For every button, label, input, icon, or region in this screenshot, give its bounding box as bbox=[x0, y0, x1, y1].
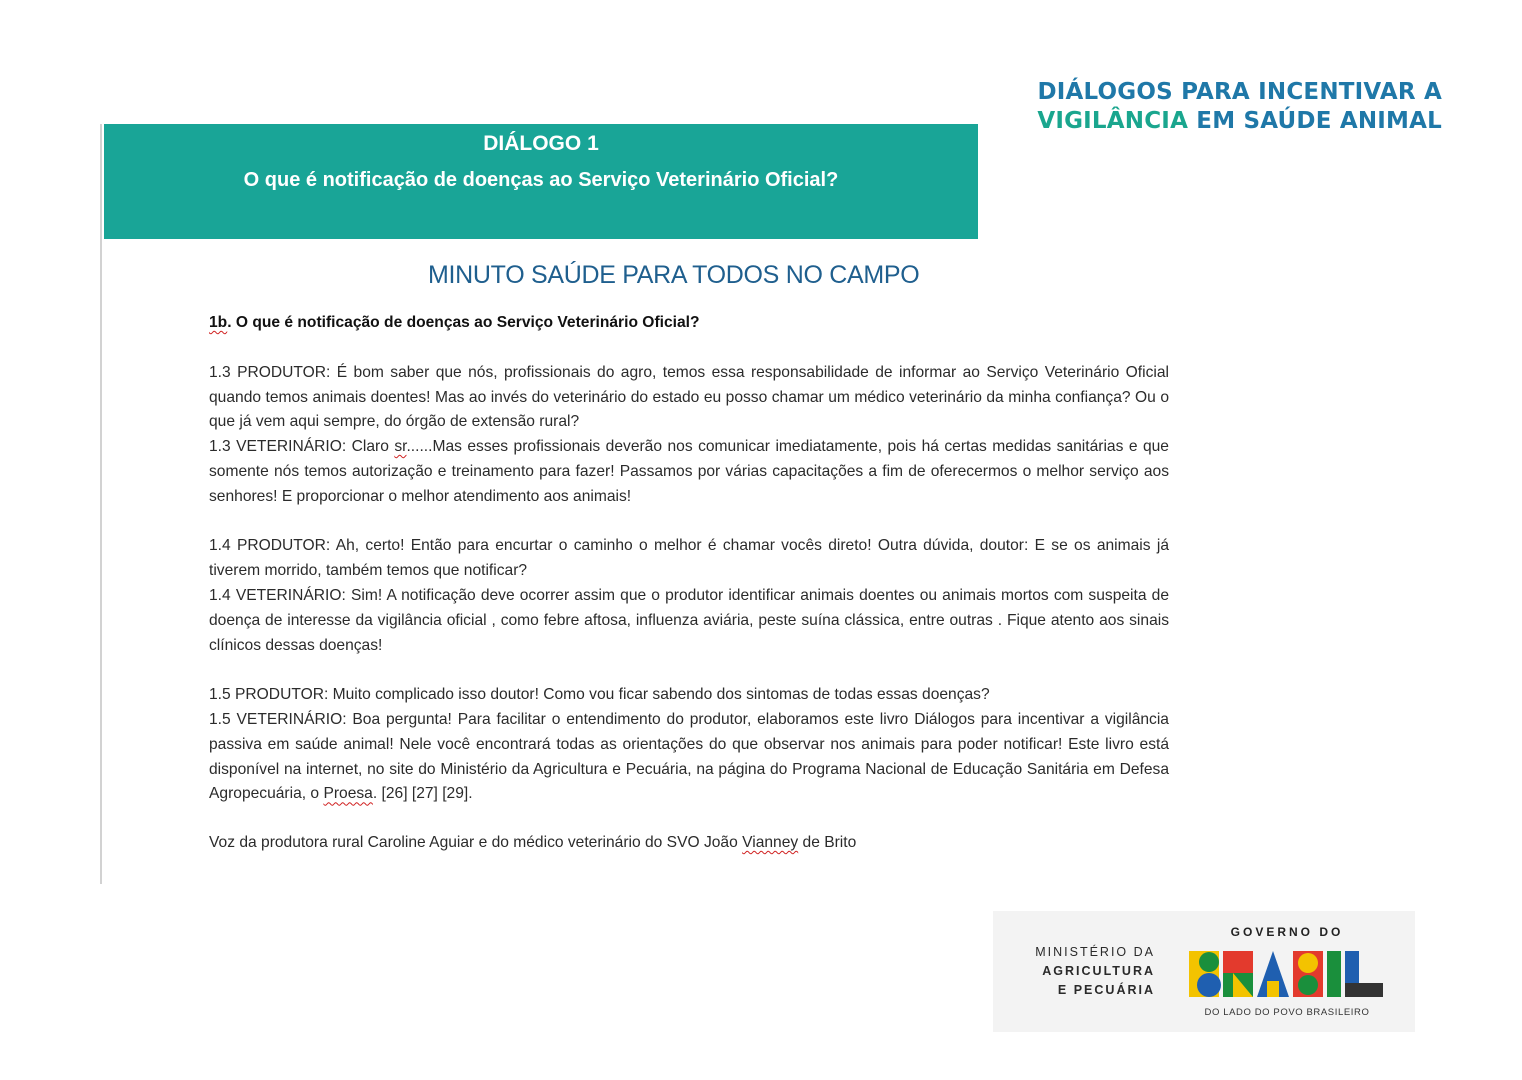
text-run: . [26] [27] [29]. bbox=[372, 785, 473, 803]
paragraph-producer-1-4: 1.4 PRODUTOR: Ah, certo! Então para encurtar o caminho o melhor é chamar vocês direto! Outra dúvida, doutor: E se os animais já tiverem morrido, também temos que notificar? bbox=[209, 537, 1169, 580]
spellcheck-word: Proesa bbox=[323, 785, 373, 803]
government-logo bbox=[993, 911, 1415, 1032]
governo-do-label: GOVERNO DO bbox=[1230, 925, 1344, 939]
question-text: . O que é notificação de doenças ao Serviço Veterinário Oficial? bbox=[227, 314, 700, 331]
paragraph-vet-1-4: 1.4 VETERINÁRIO: Sim! A notificação deve ocorrer assim que o produtor identificar animais doentes ou animais mortos com suspeita de doença de interesse da vigilância oficial , como febre aftosa, influenza aviária, peste suína clássica, entre outras . Fique atento aos sinais clínicos dessas doenças! bbox=[209, 586, 1169, 654]
document-page bbox=[100, 124, 1202, 884]
text-run: 1.3 VETERINÁRIO: Claro bbox=[209, 438, 395, 456]
section-title: MINUTO SAÚDE PARA TODOS NO CAMPO bbox=[428, 261, 920, 289]
ministry-line2: AGRICULTURA bbox=[1042, 964, 1155, 978]
tagline: DO LADO DO POVO BRASILEIRO bbox=[1204, 1007, 1370, 1018]
paragraph-producer-1-5: 1.5 PRODUTOR: Muito complicado isso doutor! Como vou ficar sabendo dos sintomas de todas essas doenças? bbox=[209, 686, 990, 704]
spellcheck-word: sr bbox=[394, 438, 407, 456]
brasil-wordmark-icon bbox=[1187, 947, 1387, 1001]
voice-credit bbox=[209, 831, 1169, 856]
brand-title-highlight: VIGILÂNCIA bbox=[1037, 108, 1189, 134]
dialogue-text bbox=[209, 311, 1169, 856]
ministry-line3: E PECUÁRIA bbox=[1057, 983, 1155, 997]
text-run: ......Mas esses profissionais deverão nos comunicar imediatamente, pois há certas medidas sanitárias e que somente nós temos autorização e treinamento para fazer! Passamos por várias capacitações a fim de oferecermos o melhor serviço aos senhores! E proporcionar o melhor atendimento aos animais! bbox=[209, 438, 1169, 505]
dialogue-question: O que é notificação de doenças ao Serviço Veterinário Oficial? bbox=[243, 169, 839, 191]
paragraph-producer-1-3: 1.3 PRODUTOR: É bom saber que nós, profissionais do agro, temos essa responsabilidade de informar ao Serviço Veterinário Oficial quando temos animais doentes! Mas ao invés do veterinário do estado eu posso chamar um médico veterinário da minha confiança? Ou o que já vem aqui sempre, do órgão de extensão rural? bbox=[209, 363, 1169, 431]
brand-title-line1: DIÁLOGOS PARA INCENTIVAR A bbox=[1037, 79, 1442, 105]
dialogue-banner bbox=[104, 124, 978, 239]
question-prefix: 1b bbox=[209, 314, 228, 331]
ministry-name bbox=[1013, 943, 1155, 1000]
brand-title-rest: EM SAÚDE ANIMAL bbox=[1188, 108, 1442, 134]
text-run: de Brito bbox=[798, 834, 857, 852]
paragraph-vet-1-3 bbox=[209, 435, 1169, 509]
text-run: 1.5 VETERINÁRIO: Boa pergunta! Para facilitar o entendimento do produtor, elaboramos este livro Diálogos para incentivar a vigilância passiva em saúde animal! Nele você encontrará todas as orientações do que observar nos animais para poder notificar! Este livro está disponível na internet, no site do Ministério da Agricultura e Pecuária, na página do Programa Nacional de Educação Sanitária em Defesa Agropecuária, o bbox=[209, 710, 1169, 803]
ministry-line1: MINISTÉRIO DA bbox=[1035, 945, 1155, 959]
dialogue-number: DIÁLOGO 1 bbox=[483, 132, 599, 155]
spellcheck-word: Vianney bbox=[742, 834, 799, 852]
text-run: Voz da produtora rural Caroline Aguiar e do médico veterinário do SVO João bbox=[209, 834, 743, 852]
paragraph-vet-1-5 bbox=[209, 708, 1169, 807]
question-heading bbox=[209, 311, 1169, 336]
